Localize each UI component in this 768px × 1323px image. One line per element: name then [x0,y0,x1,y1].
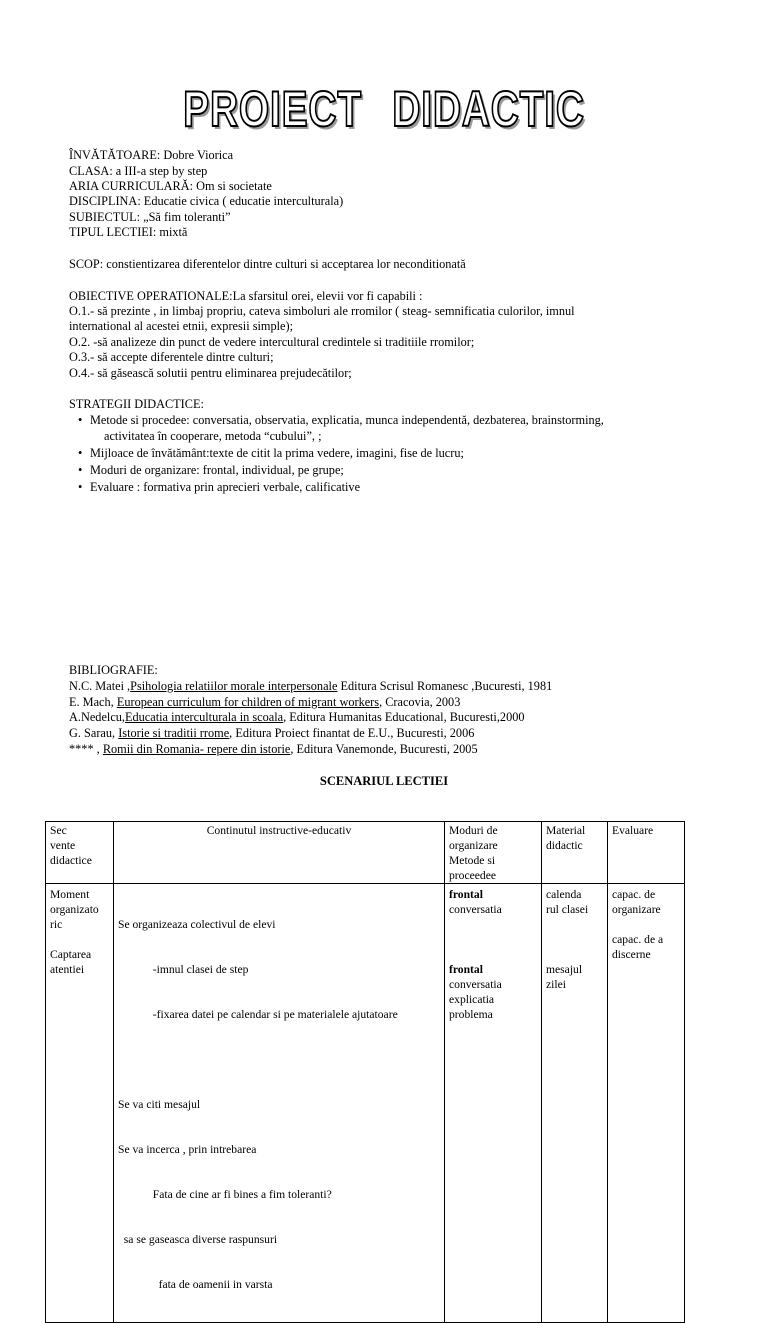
cell-text: zilei [546,978,566,991]
objectives-heading: OBIECTIVE OPERATIONALE:La sfarsitul orei, elevii vor fi capabili : [69,289,423,303]
cell-text: calenda [546,888,582,901]
cell-text [50,932,109,947]
objective-item: O.2. -să analizeze din punct de vedere intercultural credintele si traditiile rromilor; [69,335,475,349]
lesson-type-line: TIPUL LECTIEI: mixtă [69,225,188,239]
bibliography-entry [69,679,552,694]
strategy-bullet-continued: activitatea în cooperare, metoda “cubului”, ; [104,429,322,443]
header-text: proceedee [449,869,496,882]
cell-text: -imnul clasei de step [118,963,249,976]
bib-post: , Editura Humanitas Educational, Bucuresti,2000 [283,710,525,724]
bibliography-entry [69,695,460,710]
bib-pre: **** , [69,742,103,756]
cell-text: frontal [449,963,483,976]
cell-text: organizato [50,903,99,916]
cell-text [546,947,603,962]
cell-text: -fixarea datei pe calendar si pe materialele ajutatoare [118,1008,398,1021]
header-text: organizare [449,839,498,852]
strategies-heading: STRATEGII DIDACTICE: [69,397,204,411]
cell-text [449,932,537,947]
cell-text [612,917,680,932]
bibliography-heading: BIBLIOGRAFIE: [69,663,158,677]
bib-title: European curriculum for children of migrant workers [116,695,380,709]
content-cell [114,884,445,1323]
bib-title: Romii din Romania- repere din istorie [102,742,291,756]
header-text: Material [546,824,586,837]
discipline-line: DISCIPLINA: Educatie civica ( educatie interculturala) [69,194,344,208]
strategy-bullet: • Moduri de organizare: frontal, individual, pe grupe; [90,463,344,478]
cell-text [546,917,603,932]
header-cell-evaluation [608,822,685,884]
header-cell-methods [445,822,542,884]
bib-pre: E. Mach, [69,695,117,709]
bib-post: Editura Scrisul Romanesc ,Bucuresti, 1981 [337,679,553,693]
objective-item: O.3.- să accepte diferentele dintre culturi; [69,350,274,364]
bibliography-entry [69,710,525,725]
header-text: Continutul instructive-educativ [206,824,352,837]
bib-post: , Cracovia, 2003 [379,695,461,709]
header-text: Metode si [449,854,496,867]
header-cell-material [542,822,608,884]
strategy-bullet: • Metode si procedee: conversatia, observatia, explicatia, munca independentă, dezbaterea, brainstorming, [90,413,604,428]
header-cell-sequence [46,822,114,884]
header-text: Moduri de [449,824,498,837]
strategy-bullet: • Evaluare : formativa prin aprecieri verbale, calificative [90,480,360,495]
subject-line: SUBIECTUL: „Să fim toleranti” [69,210,231,224]
scop-line: SCOP: constientizarea diferentelor dintre culturi si acceptarea lor neconditionată [69,257,466,271]
cell-text: organizare [612,903,661,916]
bibliography-entry [69,742,478,757]
bib-title: Educatia interculturala in scoala [125,710,284,724]
bib-post: , Editura Vanemonde, Bucuresti, 2005 [290,742,478,756]
cell-text: Captarea [50,948,92,961]
bib-pre: N.C. Matei , [69,679,131,693]
cell-text: atentiei [50,963,85,976]
bib-pre: A.Nedelcu, [69,710,125,724]
objective-item: international al acestei etnii, expresii simple); [69,319,293,333]
table-row [46,884,685,1323]
cell-text: rul clasei [546,903,589,916]
cell-text: capac. de [612,888,656,901]
cell-text: Se va citi mesajul [118,1098,201,1111]
cell-text: ric [50,918,63,931]
bib-title: Psihologia relatiilor morale interpersonale [130,679,338,693]
header-cell-content [114,822,445,884]
header-text: Sec [50,824,67,837]
header-text: Evaluare [612,824,654,837]
scenario-heading: SCENARIUL LECTIEI [319,774,449,788]
class-line: CLASA: a III-a step by step [69,164,208,178]
cell-text [449,917,537,932]
evaluation-cell [608,884,685,1323]
objective-item: O.4.- să găsească solutii pentru eliminarea prejudecătilor; [69,366,352,380]
cell-text: explicatia [449,993,495,1006]
cell-text: fata de oamenii in varsta [118,1278,273,1291]
strategy-bullet: • Mijloace de învătământ:texte de citit la prima vedere, imagini, fise de lucru; [90,446,464,461]
cell-text: conversatia [449,903,502,916]
lesson-scenario-table [45,821,685,1323]
cell-text: sa se gaseasca diverse raspunsuri [118,1233,278,1246]
cell-text [449,947,537,962]
header-text: didactice [50,854,92,867]
bib-post: , Editura Proiect finantat de E.U., Bucuresti, 2006 [229,726,475,740]
cell-text: conversatia [449,978,502,991]
cell-text [118,1052,440,1067]
bib-pre: G. Sarau, [69,726,119,740]
cell-text: capac. de a [612,933,664,946]
bib-title: Istorie si traditii rrome [118,726,230,740]
header-text: didactic [546,839,583,852]
document-title: PROIECT DIDACTIC [183,81,585,137]
methods-cell [445,884,542,1323]
objective-item: O.1.- să prezinte , in limbaj propriu, cateva simboluri ale rromilor ( steag- semnificatia culorilor, imnul [69,304,575,318]
cell-text: problema [449,1008,493,1021]
header-text: vente [50,839,76,852]
cell-text: mesajul [546,963,583,976]
cell-text: frontal [449,888,483,901]
cell-text: discerne [612,948,651,961]
cell-text: Se organizeaza colectivul de elevi [118,918,276,931]
cell-text [546,932,603,947]
table-header-row [46,822,685,884]
cell-text: Moment [50,888,90,901]
teacher-line: ÎNVĂTĂTOARE: Dobre Viorica [69,148,234,162]
bibliography-entry [69,726,474,741]
cell-text: Fata de cine ar fi bines a fim toleranti? [118,1188,332,1201]
material-cell [542,884,608,1323]
sequence-cell [46,884,114,1323]
curricular-area-line: ARIA CURRICULARĂ: Om si societate [69,179,272,193]
cell-text: Se va incerca , prin intrebarea [118,1143,257,1156]
